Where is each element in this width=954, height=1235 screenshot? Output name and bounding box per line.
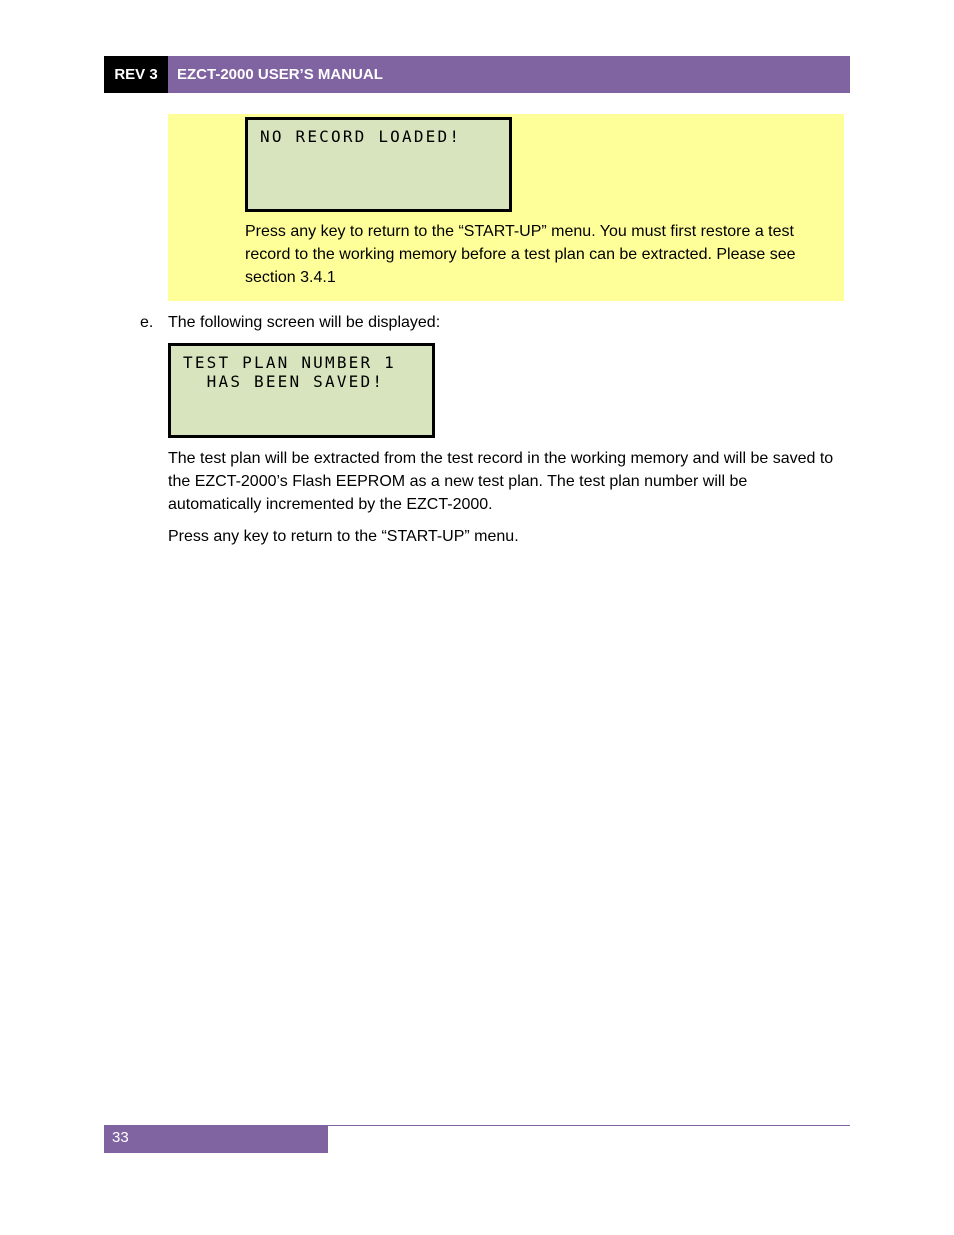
step-marker: e. (140, 314, 154, 331)
note-box (168, 114, 844, 301)
revision-label: REV 3 (104, 56, 168, 93)
lcd-screen-test-plan-saved (168, 343, 435, 438)
note-text: Press any key to return to the “START-UP” menu. You must first restore a test record to the working memory before a test plan can be extracted. Please see section 3.4.1 (245, 223, 796, 286)
lcd-screen-no-record (245, 117, 512, 212)
page-header (104, 56, 850, 93)
step-e (140, 311, 440, 334)
body-paragraph: Press any key to return to the “START-UP” menu. (168, 528, 519, 545)
lcd-line: HAS BEEN SAVED! (183, 372, 385, 391)
lcd-line: NO RECORD LOADED! (260, 127, 462, 146)
body-paragraph: The test plan will be extracted from the test record in the working memory and will be saved to the EZCT-2000’s Flash EEPROM as a new test plan. The test plan number will be automatically incremented by the EZCT-2000. (168, 450, 834, 513)
lcd-line: TEST PLAN NUMBER 1 (183, 353, 396, 372)
page-number: 33 (104, 1126, 328, 1153)
step-text: The following screen will be displayed: (168, 314, 441, 331)
manual-title: EZCT-2000 USER’S MANUAL (177, 66, 383, 83)
